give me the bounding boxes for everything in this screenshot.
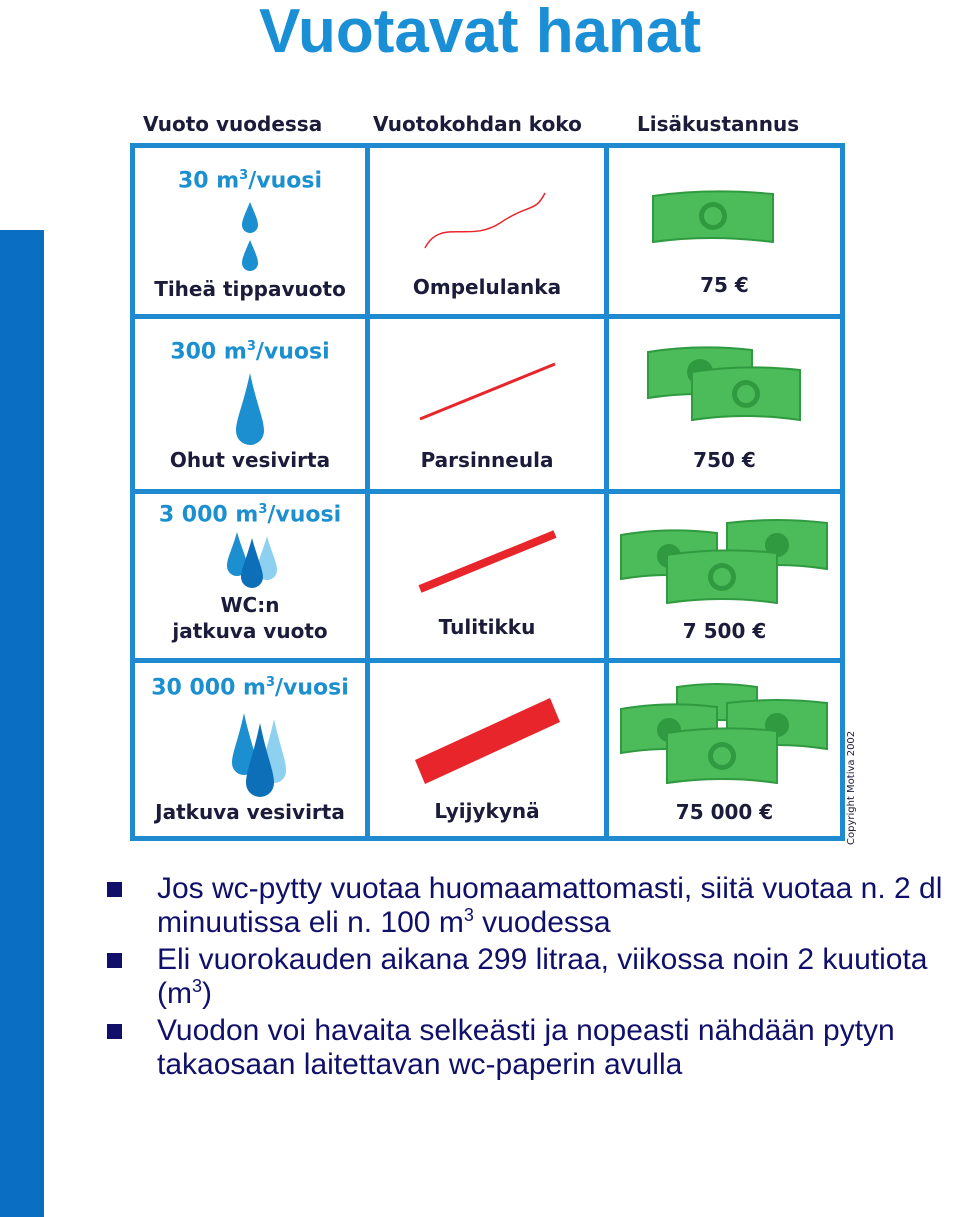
cell-cost-row2 xyxy=(609,319,840,489)
size-label: Ompelulanka xyxy=(412,275,562,299)
cell-size-row4 xyxy=(370,663,604,836)
volume-label: 300 $m^3$/vuosi xyxy=(170,339,330,365)
volume-label: 30 $m^3$/vuosi xyxy=(177,168,323,194)
water-drop-icon xyxy=(230,371,270,451)
cell-size-row1 xyxy=(370,148,604,314)
water-drop-icon xyxy=(235,200,265,275)
cell-cost-row4 xyxy=(609,663,840,836)
leak-type-label: Jatkuva vesivirta xyxy=(155,800,345,824)
cost-label: 7 500 € xyxy=(682,619,767,643)
volume-label: 30 000 $m^3$/vuosi xyxy=(151,675,349,701)
thread-icon xyxy=(420,188,550,253)
size-label: Parsinneula xyxy=(420,448,554,472)
bullet-list xyxy=(105,872,960,1085)
cost-label: 75 € xyxy=(700,273,749,297)
cost-label: 75 000 € xyxy=(675,800,774,824)
banknote-icon xyxy=(644,344,804,434)
bullet-square-icon xyxy=(107,953,122,968)
water-drops-icon xyxy=(230,711,290,801)
column-header-leak-volume: Vuoto vuodessa xyxy=(143,112,323,136)
water-drops-icon xyxy=(225,530,280,590)
bullet-square-icon xyxy=(107,882,122,897)
cell-size-row3 xyxy=(370,494,604,658)
cell-volume-row3 xyxy=(135,494,365,658)
banknote-icon xyxy=(649,188,779,248)
column-header-leak-size: Vuotokohdan koko xyxy=(373,112,582,136)
bullet-item-3: Vuodon voi havaita selkeästi ja nopeasti nähdään pytyn takaosaan laitettavan wc-paperin avulla xyxy=(105,1014,960,1082)
bullet-square-icon xyxy=(107,1024,122,1039)
copyright-note: Copyright Motiva 2002 xyxy=(846,730,857,845)
darning-needle-icon xyxy=(415,359,560,424)
cost-label: 750 € xyxy=(693,448,756,472)
volume-label: 3 000 $m^3$/vuosi xyxy=(158,502,342,528)
size-label: Tulitikku xyxy=(438,615,536,639)
page-title: Vuotavat hanat xyxy=(258,0,702,66)
side-accent-bar xyxy=(0,230,44,1217)
cell-size-row2 xyxy=(370,319,604,489)
leak-type-label: Tiheä tippavuoto xyxy=(154,277,346,301)
leak-table xyxy=(130,143,845,841)
pencil-icon xyxy=(415,698,560,778)
cell-cost-row3 xyxy=(609,494,840,658)
leak-type-label-line2: jatkuva vuoto xyxy=(172,619,328,643)
bullet-item-1: Jos wc-pytty vuotaa huomaamattomasti, siitä vuotaa n. 2 dl minuutissa eli n. 100 $m^3$ vuodessa xyxy=(105,872,960,940)
leak-type-label: Ohut vesivirta xyxy=(169,448,331,472)
cell-volume-row1 xyxy=(135,148,365,314)
column-header-extra-cost: Lisäkustannus xyxy=(637,112,800,136)
leak-type-label: WC:n xyxy=(220,593,280,617)
matchstick-icon xyxy=(415,529,560,594)
cell-volume-row2 xyxy=(135,319,365,489)
size-label: Lyijykynä xyxy=(434,799,540,823)
banknote-icon xyxy=(617,683,832,793)
bullet-item-2: Eli vuorokauden aikana 299 litraa, viikossa noin 2 kuutiota $(m^3)$ xyxy=(105,943,960,1011)
cell-cost-row1 xyxy=(609,148,840,314)
cell-volume-row4 xyxy=(135,663,365,836)
banknote-icon xyxy=(617,519,832,609)
